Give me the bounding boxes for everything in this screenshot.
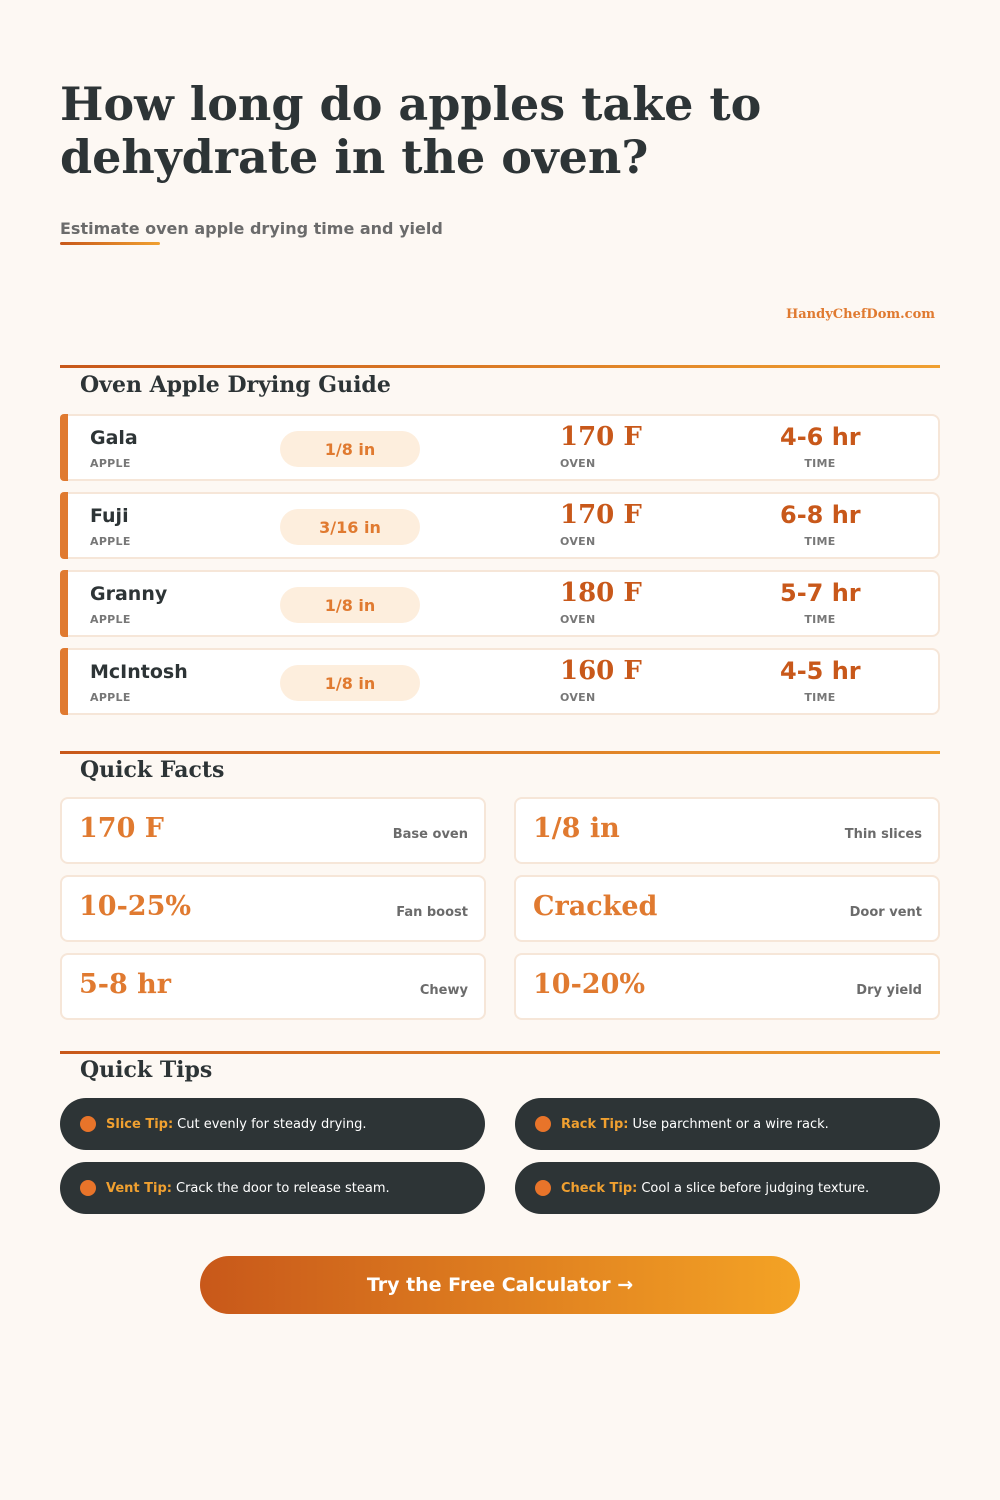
apple-label: APPLE	[90, 691, 131, 704]
fact-label: Door vent	[849, 905, 922, 920]
oven-label: OVEN	[560, 535, 596, 548]
time-label: TIME	[804, 691, 836, 704]
fact-card	[514, 875, 940, 942]
fact-card	[514, 797, 940, 864]
fact-value: Cracked	[533, 891, 658, 922]
fact-card	[60, 953, 486, 1020]
tip-text: Cut evenly for steady drying.	[177, 1116, 367, 1132]
brand-name: HandyChefDom.com	[785, 307, 935, 322]
guide-row-mcintosh	[60, 648, 940, 715]
tip-text: Use parchment or a wire rack.	[632, 1116, 829, 1132]
fact-label: Fan boost	[396, 905, 468, 920]
fact-label: Dry yield	[856, 983, 922, 998]
fact-value: 10-20%	[533, 969, 646, 1000]
tip-key: Check Tip:	[561, 1180, 638, 1196]
tip-text: Cool a slice before judging texture.	[641, 1180, 870, 1196]
bullet-dot-icon	[80, 1180, 96, 1196]
tip-key: Slice Tip:	[106, 1116, 174, 1132]
tips-divider	[60, 1051, 940, 1054]
subtitle-underline	[60, 242, 160, 245]
tip-slice	[60, 1098, 485, 1150]
guide-row-fuji	[60, 492, 940, 559]
apple-label: APPLE	[90, 457, 131, 470]
oven-temp: 160 F	[560, 656, 642, 686]
tip-check	[515, 1162, 940, 1214]
guide-divider	[60, 365, 940, 368]
thickness-pill: 1/8 in	[280, 587, 420, 623]
thickness-pill: 1/8 in	[280, 665, 420, 701]
oven-label: OVEN	[560, 613, 596, 626]
oven-temp: 170 F	[560, 500, 642, 530]
apple-name: Fuji	[90, 505, 129, 527]
fact-card	[514, 953, 940, 1020]
apple-name: Granny	[90, 583, 168, 605]
tip-text: Crack the door to release steam.	[176, 1180, 390, 1196]
oven-temp: 180 F	[560, 578, 642, 608]
time-label: TIME	[804, 457, 836, 470]
guide-title: Oven Apple Drying Guide	[80, 372, 391, 398]
guide-row-gala	[60, 414, 940, 481]
time-label: TIME	[804, 613, 836, 626]
fact-label: Chewy	[419, 983, 468, 998]
oven-label: OVEN	[560, 691, 596, 704]
bullet-dot-icon	[535, 1116, 551, 1132]
oven-label: OVEN	[560, 457, 596, 470]
dry-time: 4-5 hr	[780, 657, 861, 685]
dry-time: 6-8 hr	[780, 501, 861, 529]
guide-row-granny	[60, 570, 940, 637]
page-title: How long do apples take to dehydrate in the oven?	[60, 77, 762, 184]
tip-rack	[515, 1098, 940, 1150]
fact-value: 10-25%	[79, 891, 192, 922]
thickness-pill: 3/16 in	[280, 509, 420, 545]
fact-label: Base oven	[392, 827, 468, 842]
time-label: TIME	[804, 535, 836, 548]
oven-temp: 170 F	[560, 422, 642, 452]
fact-value: 1/8 in	[533, 813, 620, 844]
fact-label: Thin slices	[844, 827, 922, 842]
fact-card	[60, 797, 486, 864]
apple-label: APPLE	[90, 613, 131, 626]
page-subtitle: Estimate oven apple drying time and yield	[60, 219, 443, 238]
apple-label: APPLE	[90, 535, 131, 548]
dry-time: 4-6 hr	[780, 423, 861, 451]
tip-vent	[60, 1162, 485, 1214]
thickness-pill: 1/8 in	[280, 431, 420, 467]
calculator-cta-button[interactable]: Try the Free Calculator →	[200, 1256, 800, 1314]
tips-title: Quick Tips	[80, 1057, 213, 1083]
apple-name: McIntosh	[90, 661, 188, 683]
apple-name: Gala	[90, 427, 138, 449]
facts-title: Quick Facts	[80, 757, 225, 783]
facts-divider	[60, 751, 940, 754]
fact-card	[60, 875, 486, 942]
fact-value: 5-8 hr	[79, 969, 172, 1000]
tip-key: Vent Tip:	[106, 1180, 172, 1196]
bullet-dot-icon	[535, 1180, 551, 1196]
dry-time: 5-7 hr	[780, 579, 861, 607]
tip-key: Rack Tip:	[561, 1116, 629, 1132]
fact-value: 170 F	[79, 813, 164, 844]
guide-list	[60, 414, 940, 726]
bullet-dot-icon	[80, 1116, 96, 1132]
